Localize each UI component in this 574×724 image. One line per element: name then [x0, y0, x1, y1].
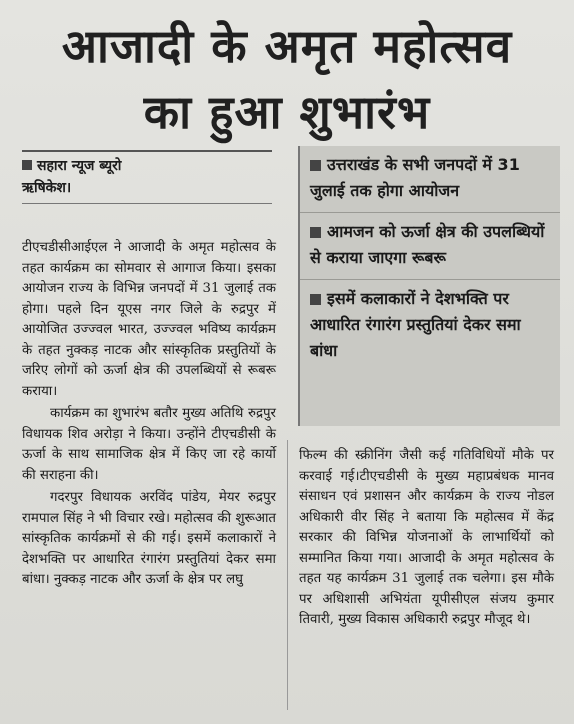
highlight-item: आमजन को ऊर्जा क्षेत्र की उपलब्धियों से कराया जाएगा रूबरू — [300, 213, 560, 280]
square-bullet-icon — [310, 160, 321, 171]
highlight-item: इसमें कलाकारों ने देशभक्ति पर आधारित रंगारंग प्रस्तुतियां देकर समा बांधा — [310, 289, 521, 360]
column-divider — [287, 440, 288, 710]
body-left-column — [22, 238, 276, 593]
square-bullet-icon — [22, 160, 32, 170]
square-bullet-icon — [310, 294, 321, 305]
square-bullet-icon — [310, 227, 321, 238]
paragraph: टीएचडीसीआईएल ने आजादी के अमृत महोत्सव के तहत कार्यक्रम का सोमवार से आगाज किया। इसका आयोजन राज्य के विभिन्न जनपदों में 31 जुलाई तक होगा। पहले दिन यूएस नगर जिले के रुद्रपुर में आयोजित उज्ज्वल भारत, उज्ज्वल भविष्य कार्यक्रम के तहत नुक्कड़ नाटक और सांस्कृतिक प्रस्तुतियों के जरिए लोगों को ऊर्जा क्षेत्र की उपलब्धियों से रूबरू कराया। — [22, 240, 276, 399]
body-right-column — [299, 446, 554, 633]
headline-line-1: आजादी के अमृत महोत्सव — [61, 19, 513, 73]
byline-text: सहारा न्यूज ब्यूरो — [37, 158, 122, 174]
paragraph: फिल्म की स्क्रीनिंग जैसी कई गतिविधियों मौके पर करवाई गई।टीएचडीसी के मुख्य महाप्रबंधक मानव संसाधन एवं प्रशासन और कार्यक्रम के राज्य नोडल अधिकारी वीर सिंह ने बताया कि महोत्सव में केंद्र सरकार की विभिन्न योजनाओं के लाभार्थियों को सम्मानित किया गया। आजादी के अमृत महोत्सव के तहत यह कार्यक्रम 31 जुलाई तक चलेगा। इस मौके पर अधिशासी अभियंता यूपीसीएल संजय कुमार तिवारी, मुख्य विकास अधिकारी रुद्रपुर मौजूद थे। — [299, 448, 554, 627]
dateline: ऋषिकेश। — [22, 178, 272, 204]
byline — [22, 150, 272, 175]
highlights-box — [298, 146, 560, 426]
highlight-item: उत्तराखंड के सभी जनपदों में 31 जुलाई तक होगा आयोजन — [300, 146, 560, 213]
headline-line-2: का हुआ शुभारंभ — [143, 85, 431, 139]
paragraph: कार्यक्रम का शुभारंभ बतौर मुख्य अतिथि रुद्रपुर विधायक शिव अरोड़ा ने किया। उन्होंने टीएचडीसी के ऊर्जा के साथ सामाजिक क्षेत्र में किए जा रहे कार्यो की सराहना की। — [22, 406, 276, 483]
paragraph: गदरपुर विधायक अरविंद पांडेय, मेयर रुद्रपुर रामपाल सिंह ने भी विचार रखे। महोत्सव की शुरूआत सांस्कृतिक कार्यक्रमों से की गई। इसमें कलाकारों ने देशभक्ति पर आधारित रंगारंग प्रस्तुतियां देकर समा बांधा। नुक्कड़ नाटक और ऊर्जा के क्षेत्र पर लघु — [22, 490, 276, 587]
